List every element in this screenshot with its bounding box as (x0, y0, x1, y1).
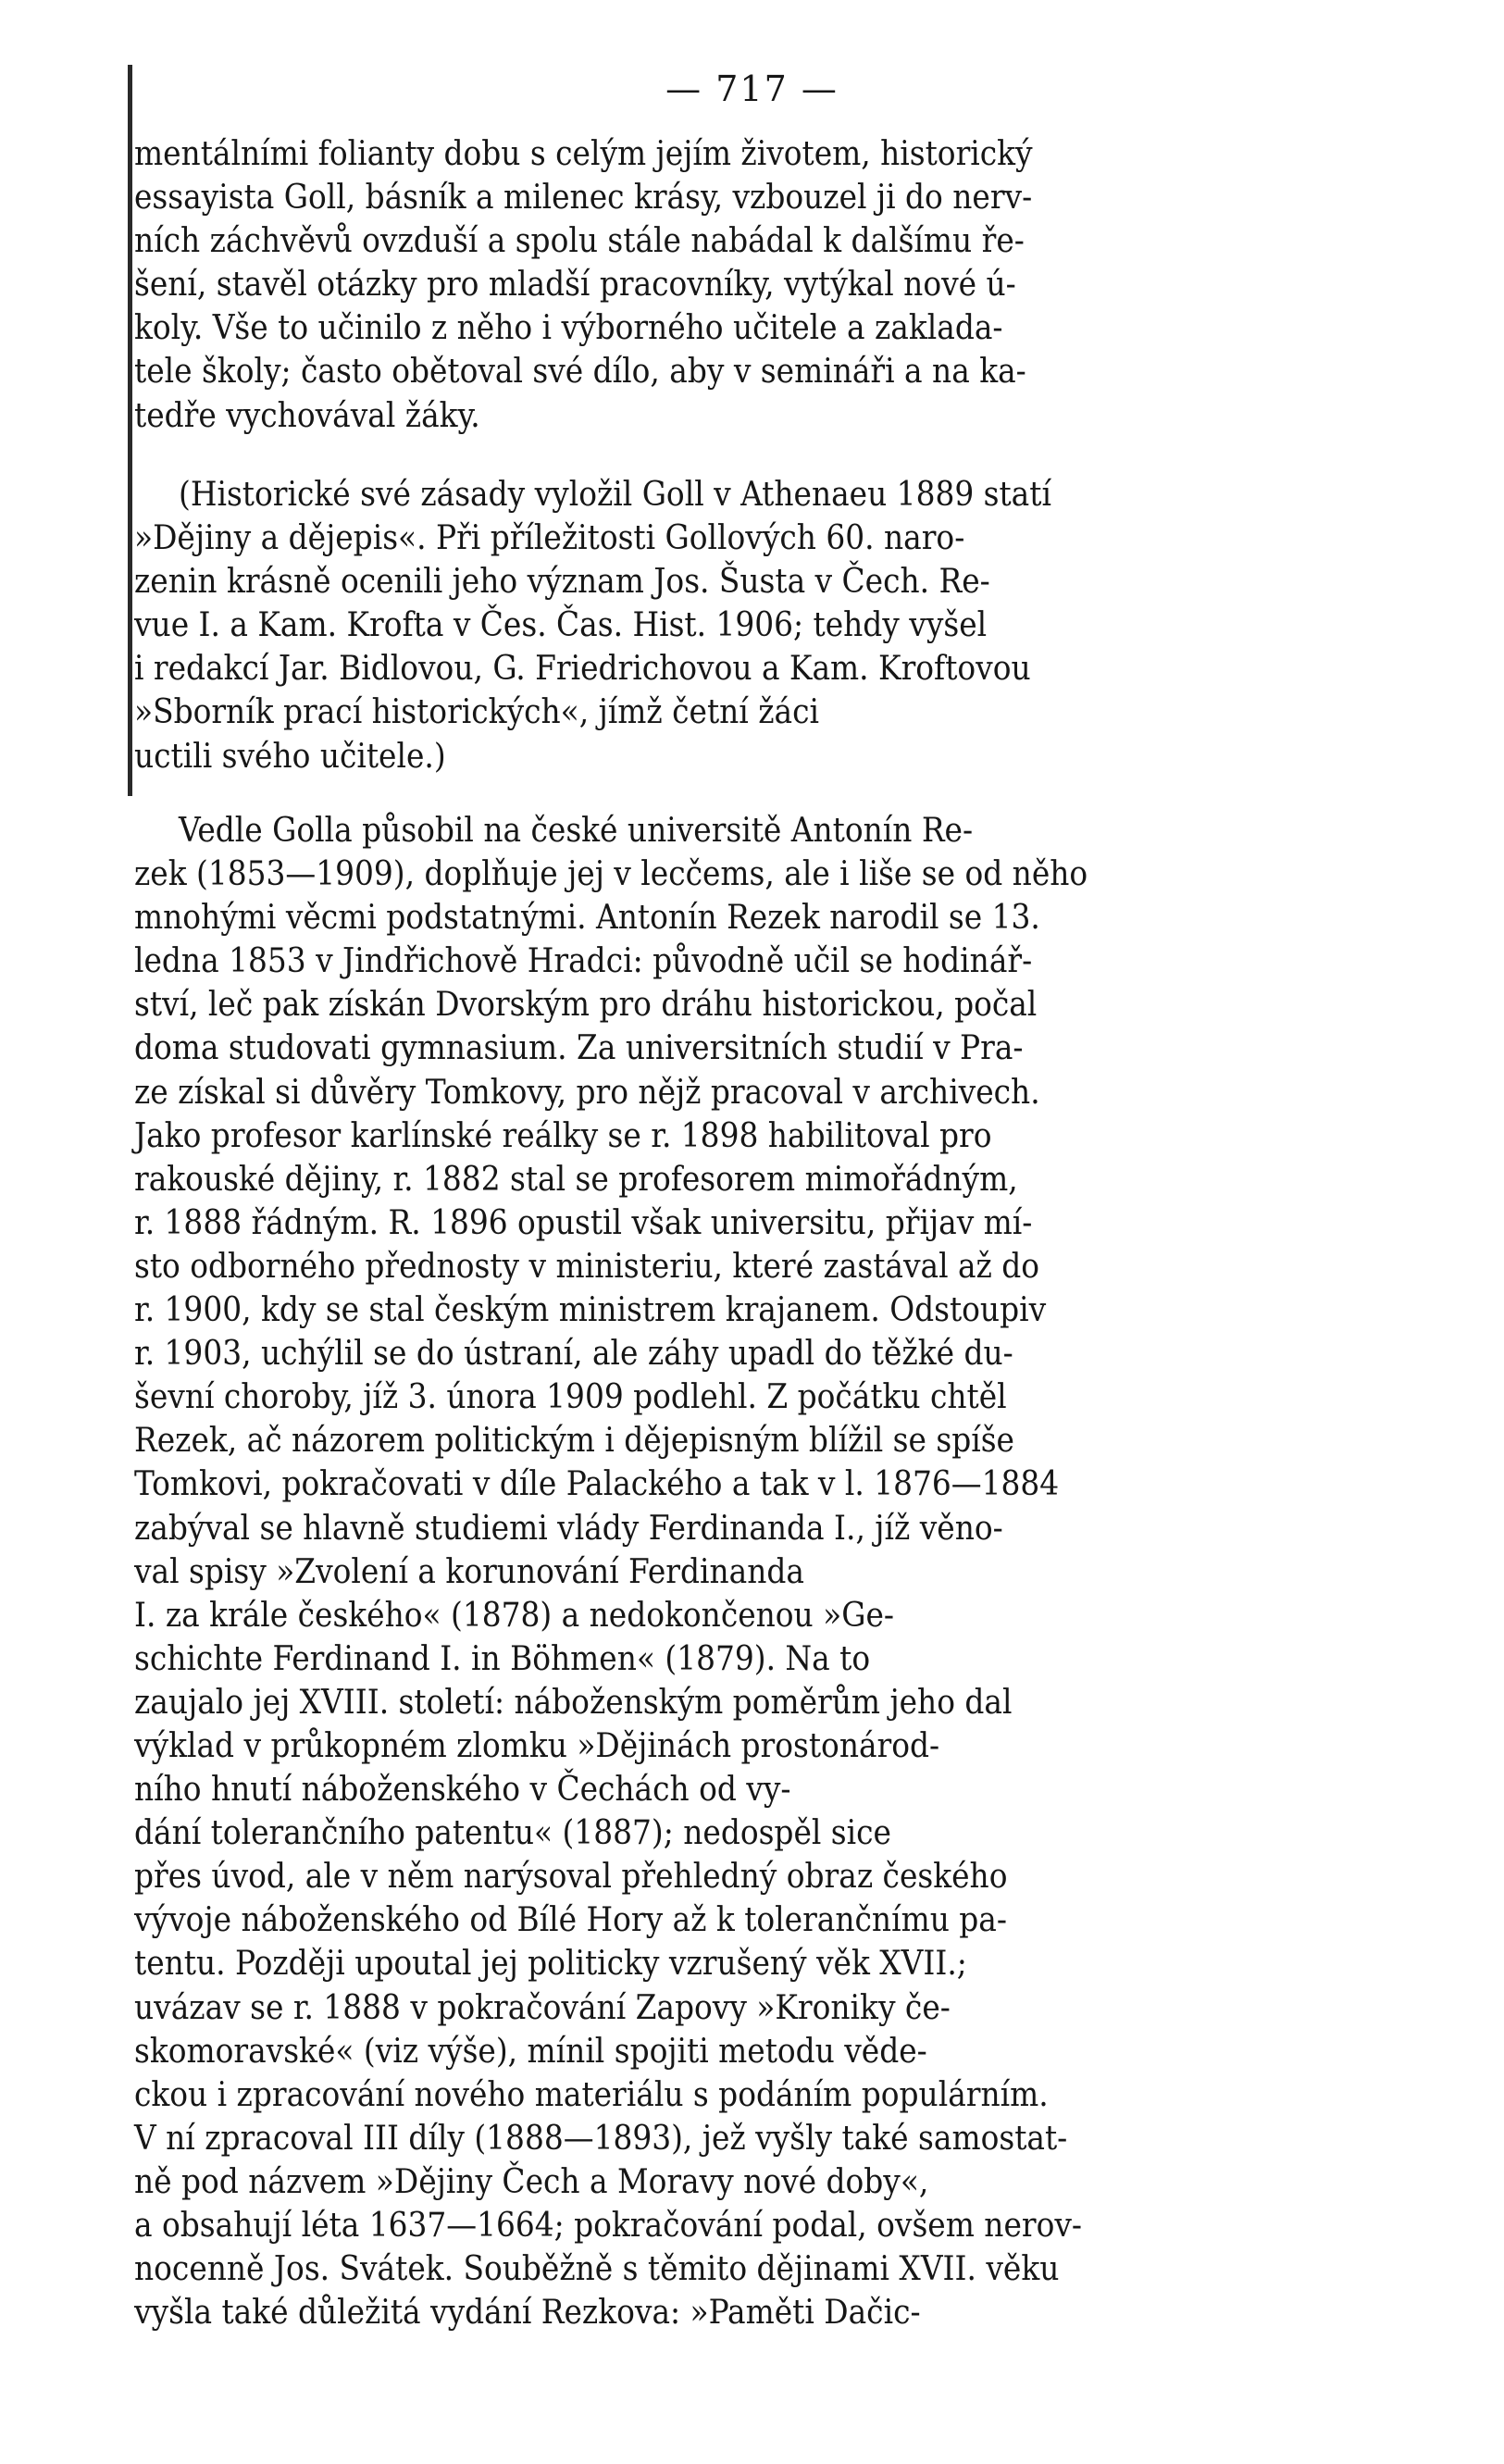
text-line: skomoravské« (viz výše), mínil spojiti metodu věde- (134, 2030, 927, 2071)
text-line: vývoje náboženského od Bílé Hory až k tolerančnímu pa- (134, 1899, 1007, 1940)
text-line: ze získal si důvěry Tomkovy, pro nějž pracoval v archivech. (134, 1071, 1040, 1112)
text-line: r. 1888 řádným. R. 1896 opustil však universitu, přijav mí- (134, 1201, 1033, 1242)
text-line: zek (1853—1909), doplňuje jej v lecčems, ale i liše se od něho (134, 853, 1088, 894)
text-line: (Historické své zásady vyložil Goll v Athenaeu 1889 statí (179, 474, 1051, 514)
text-line: ního hnutí náboženského v Čechách od vy- (134, 1769, 791, 1810)
text-line: přes úvod, ale v něm narýsoval přehledný obraz českého (134, 1856, 1008, 1897)
text-line: dání tolerančního patentu« (1887); nedospěl sice (134, 1812, 891, 1853)
text-line: tele školy; často obětoval své dílo, aby v semináři a na ka- (134, 351, 1026, 392)
text-line: essayista Goll, básník a milenec krásy, vzbouzel ji do nerv- (134, 177, 1033, 218)
text-line: schichte Ferdinand I. in Böhmen« (1879). Na to (134, 1637, 871, 1678)
text-line: »Dějiny a dějepis«. Při příležitosti Gollových 60. naro- (134, 517, 965, 558)
text-line: ních záchvěvů ovzduší a spolu stále nabádal k dalšímu ře- (134, 220, 1025, 261)
text-line: V ní zpracoval III díly (1888—1893), jež vyšly také samostat- (134, 2117, 1068, 2158)
text-line: koly. Vše to učinilo z něho i výborného učitele a zaklada- (134, 307, 1003, 348)
note-historical-principles (134, 472, 1379, 778)
page-number: — 717 — (665, 68, 839, 109)
scan-edge-shadow (128, 65, 132, 796)
text-line: ckou i zpracování nového materiálu s podáním populárním. (134, 2073, 1049, 2114)
text-line: sto odborného přednosty v ministeriu, které zastával až do (134, 1245, 1040, 1286)
text-line: vue I. a Kam. Krofta v Čes. Čas. Hist. 1906; tehdy vyšel (134, 604, 988, 645)
text-line: rakouské dějiny, r. 1882 stal se profesorem mimořádným, (134, 1158, 1018, 1199)
text-line: ství, leč pak získán Dvorským pro dráhu historickou, počal (134, 984, 1038, 1025)
text-line: ševní choroby, jíž 3. února 1909 podlehl. Z počátku chtěl (134, 1376, 1007, 1417)
text-line: tentu. Později upoutal jej politicky vzrušený věk XVII.; (134, 1943, 967, 1984)
text-line: Tomkovi, pokračovati v díle Palackého a tak v l. 1876—1884 (134, 1463, 1060, 1504)
text-line: nocenně Jos. Svátek. Souběžně s těmito dějinami XVII. věku (134, 2248, 1060, 2289)
text-line: vyšla také důležitá vydání Rezkova: »Paměti Dačic- (134, 2292, 921, 2333)
text-line: výklad v průkopném zlomku »Dějinách prostonárod- (134, 1724, 940, 1765)
text-line: šení, stavěl otázky pro mladší pracovníky, vytýkal nové ú- (134, 264, 1016, 305)
text-line: Rezek, ač názorem politickým i dějepisným blížil se spíše (134, 1420, 1014, 1461)
text-line: Jako profesor karlínské reálky se r. 1898 habilitoval pro (134, 1114, 992, 1155)
text-line: zenin krásně ocenili jeho význam Jos. Šusta v Čech. Re- (134, 561, 990, 602)
text-line: I. za krále českého« (1878) a nedokončenou »Ge- (134, 1594, 894, 1635)
paragraph-antonin-rezek (134, 808, 1379, 2333)
text-line: mentálními folianty dobu s celým jejím životem, historický (134, 133, 1033, 173)
text-line: zaujalo jej XVIII. století: náboženským poměrům jeho dal (134, 1681, 1013, 1722)
text-line: ledna 1853 v Jindřichově Hradci: původně učil se hodinář- (134, 940, 1033, 981)
text-line: r. 1903, uchýlil se do ústraní, ale záhy upadl do těžké du- (134, 1333, 1013, 1374)
text-line: uvázav se r. 1888 v pokračování Zapovy »Kroniky če- (134, 1986, 951, 2027)
text-line: ně pod názvem »Dějiny Čech a Moravy nové doby«, (134, 2160, 929, 2201)
text-line: zabýval se hlavně studiemi vlády Ferdinanda I., jíž věno- (134, 1507, 1003, 1548)
text-line: r. 1900, kdy se stal českým ministrem krajanem. Odstoupiv (134, 1289, 1047, 1330)
text-line: val spisy »Zvolení a korunování Ferdinanda (134, 1550, 804, 1591)
text-line: »Sborník prací historických«, jímž četní žáci (134, 691, 819, 732)
text-line: doma studovati gymnasium. Za universitních studií v Pra- (134, 1027, 1024, 1068)
text-line: Vedle Golla působil na české universitě Antonín Re- (179, 810, 974, 850)
text-line: mnohými věcmi podstatnými. Antonín Rezek narodil se 13. (134, 897, 1040, 938)
text-line: uctili svého učitele.) (134, 735, 446, 776)
paragraph-golls-legacy (134, 131, 1379, 437)
text-line: i redakcí Jar. Bidlovou, G. Friedrichovou a Kam. Kroftovou (134, 648, 1031, 689)
text-line: tedře vychovával žáky. (134, 394, 480, 435)
text-line: a obsahují léta 1637—1664; pokračování podal, ovšem nerov- (134, 2205, 1082, 2245)
